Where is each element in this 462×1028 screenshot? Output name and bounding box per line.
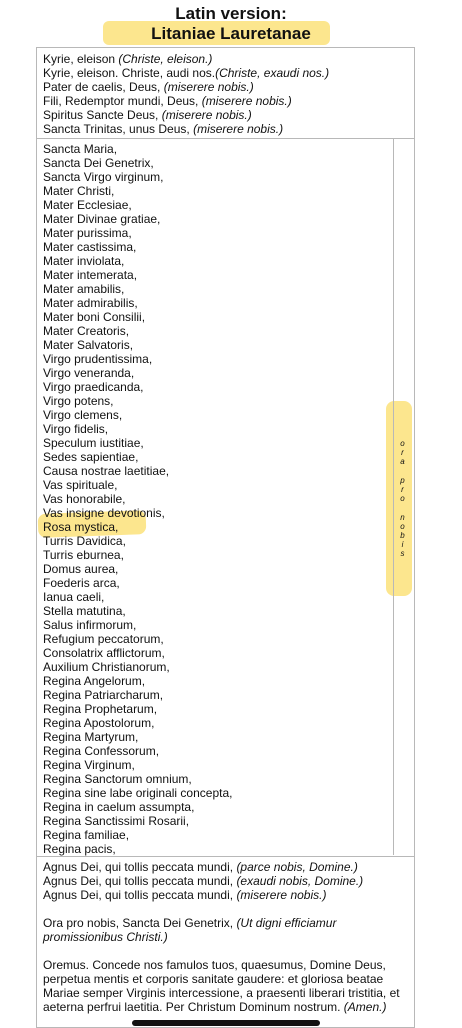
opening-line-text: Pater de caelis, Deus, [43,80,164,94]
page-title: Litaniae Lauretanae [151,24,311,43]
invocation-line: Virgo fidelis, [43,422,109,436]
invocation-line: Regina Confessorum, [43,744,160,758]
invocation-line: Sancta Dei Genetrix, [43,156,154,170]
invocation-line: Mater Creatoris, [43,324,130,338]
response-letter [394,467,411,476]
agnus-line [37,888,414,902]
invocation-line: Vas insigne devotionis, [43,506,165,520]
opening-line [37,52,414,66]
opening-line-response: (miserere nobis.) [201,94,292,108]
invocation-line: Virgo veneranda, [43,366,135,380]
opening-line-response: (miserere nobis.) [163,80,254,94]
closing-section [37,857,414,1027]
opening-line-text: Kyrie, eleison. Christe, audi nos. [43,66,216,80]
invocation-line: Regina Sanctorum omnium, [43,772,192,786]
agnus-line [37,874,414,888]
agnus-line-response: (miserere nobis.) [236,888,327,902]
invocation-line: Speculum iustitiae, [43,436,144,450]
invocation-line: Mater intemerata, [43,268,138,282]
invocation-line: Virgo clemens, [43,408,123,422]
invocation-line: Auxilium Christianorum, [43,660,170,674]
invocation-line: Virgo potens, [43,394,114,408]
opening-line-response: (miserere nobis.) [161,108,252,122]
invocation-line: Mater Divinae gratiae, [43,212,161,226]
invocation-line: Virgo praedicanda, [43,380,144,394]
agnus-line-response: (parce nobis, Domine.) [236,860,358,874]
invocation-line: Regina Virginum, [43,758,135,772]
response-letter: a [400,457,405,467]
opening-line-response: (miserere nobis.) [193,122,284,136]
ora-pro-nobis-response [394,439,411,558]
invocation-line: Sancta Maria, [43,142,118,156]
response-letter: r [401,448,404,458]
litany-table [36,47,415,1028]
invocation-line: Consolatrix afflictorum, [43,646,165,660]
invocation-line: Mater purissima, [43,226,132,240]
opening-line-response: (Christe, exaudi nos.) [215,66,330,80]
agnus-line [37,860,414,874]
invocation-line: Regina sine labe originali concepta, [43,786,233,800]
invocation-line: Regina Prophetarum, [43,702,158,716]
opening-section [37,48,414,139]
opening-line [37,122,414,136]
invocation-line: Turris eburnea, [43,548,124,562]
agnus-line-response: (exaudi nobis, Domine.) [236,874,364,888]
invocation-line: Ianua caeli, [43,590,105,604]
response-letter: p [400,475,405,485]
opening-line [37,94,414,108]
invocations-section [37,139,414,857]
invocation-line: Vas spirituale, [43,478,118,492]
invocation-line: Regina pacis, [43,842,116,856]
invocation-line: Regina Patriarcharum, [43,688,164,702]
invocation-line: Refugium peccatorum, [43,632,164,646]
invocation-line: Virgo prudentissima, [43,352,153,366]
invocation-line: Stella matutina, [43,604,126,618]
invocation-list [37,142,414,856]
invocation-line: Mater castissima, [43,240,137,254]
versicle-paragraph [37,916,414,944]
opening-line [37,66,414,80]
opening-line-text: Fili, Redemptor mundi, Deus, [43,94,202,108]
invocation-line: Vas honorabile, [43,492,126,506]
response-letter: b [400,530,405,540]
opening-line-response: (Christe, eleison.) [118,52,213,66]
agnus-dei-list [37,860,414,902]
agnus-line-text: Agnus Dei, qui tollis peccata mundi, [43,874,237,888]
invocation-line: Mater Ecclesiae, [43,198,132,212]
invocation-line: Mater Christi, [43,184,115,198]
response-letter: r [401,484,404,494]
opening-line-text: Kyrie, eleison [43,52,119,66]
page-subtitle: Latin version: [175,4,287,23]
versicle-response: (Ut digni efficiamur promissionibus Christi.) [43,916,337,944]
response-letter: n [400,512,405,522]
oremus-response: (Amen.) [343,1000,387,1014]
page-header [0,4,462,44]
response-letter: o [400,521,405,531]
invocation-line: Mater admirabilis, [43,296,138,310]
invocation-line: Turris Davidica, [43,534,126,548]
opening-line [37,108,414,122]
invocation-line: Rosa mystica, [43,520,119,534]
response-letter: o [400,439,405,448]
invocation-line: Sancta Virgo virginum, [43,170,164,184]
invocation-line: Regina Angelorum, [43,674,146,688]
invocation-line: Mater inviolata, [43,254,125,268]
response-letter: o [400,494,405,504]
invocation-line: Regina in caelum assumpta, [43,800,195,814]
opening-line [37,80,414,94]
response-letter [394,503,411,512]
response-letter: s [400,549,405,559]
invocation-line: Salus infirmorum, [43,618,137,632]
invocation-line: Regina familiae, [43,828,130,842]
agnus-line-text: Agnus Dei, qui tollis peccata mundi, [43,860,237,874]
invocation-line: Causa nostrae laetitiae, [43,464,170,478]
agnus-line-text: Agnus Dei, qui tollis peccata mundi, [43,888,237,902]
invocation-line: Foederis arca, [43,576,120,590]
opening-line-text: Spiritus Sancte Deus, [43,108,162,122]
invocation-line: Domus aurea, [43,562,119,576]
invocation-line: Regina Martyrum, [43,730,139,744]
invocation-line: Sedes sapientiae, [43,450,139,464]
oremus-text: Oremus. Concede nos famulos tuos, quaesumus, Domine Deus, perpetua mentis et corporis sanitate gaudere: et gloriosa beatae Mariae semper Virginis intercessione, a praesenti liberari tristitia, et aeterna perfrui laetitia. Per Christum Dominum nostrum. [43,958,400,1014]
opening-line-text: Sancta Trinitas, unus Deus, [43,122,194,136]
response-letter: i [401,540,404,550]
invocation-line: Mater Salvatoris, [43,338,134,352]
versicle-text: Ora pro nobis, Sancta Dei Genetrix, [43,916,237,930]
home-indicator[interactable] [132,1020,320,1026]
invocation-line: Regina Sanctissimi Rosarii, [43,814,190,828]
oremus-paragraph [37,958,414,1014]
invocation-line: Mater boni Consilii, [43,310,146,324]
invocation-line: Mater amabilis, [43,282,125,296]
invocation-line: Regina Apostolorum, [43,716,155,730]
